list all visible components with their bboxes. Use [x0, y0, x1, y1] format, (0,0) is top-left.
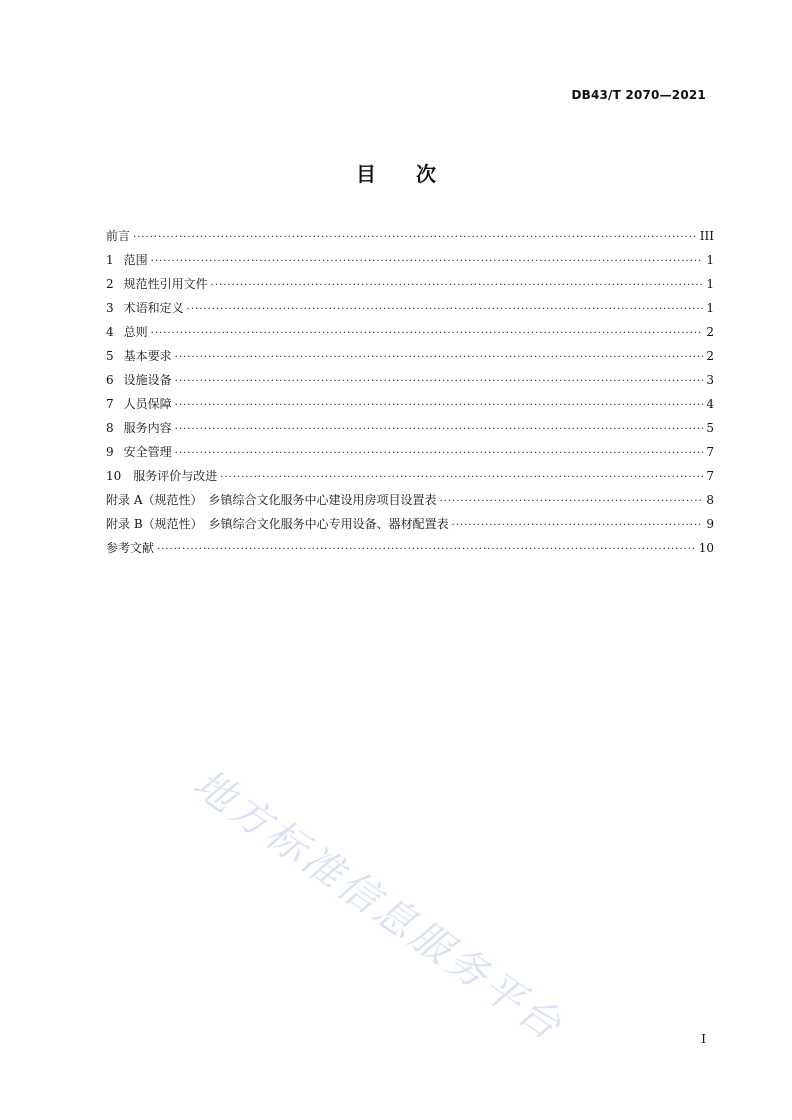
toc-label: 术语和定义 [123, 301, 184, 315]
title-char-1: 目 [356, 162, 376, 186]
toc-number: 9 [106, 445, 114, 459]
toc-leader [175, 394, 703, 418]
toc-number: 8 [106, 421, 114, 435]
toc-page: 2 [706, 325, 714, 339]
toc-label: 基本要求 [123, 349, 172, 363]
toc-page: 4 [706, 397, 714, 411]
toc-page: 7 [706, 469, 714, 483]
toc-entry[interactable] [106, 248, 714, 272]
table-of-contents [106, 224, 714, 560]
toc-entry[interactable] [106, 368, 714, 392]
toc-page: 1 [706, 301, 714, 315]
toc-label: 附录 B（规范性） 乡镇综合文化服务中心专用设备、器材配置表 [106, 517, 449, 531]
toc-page: 9 [706, 517, 714, 531]
toc-label: 附录 A（规范性） 乡镇综合文化服务中心建设用房项目设置表 [106, 493, 437, 507]
toc-leader [175, 442, 703, 466]
toc-leader [220, 466, 703, 490]
toc-leader [133, 226, 697, 250]
toc-label: 服务评价与改进 [133, 469, 218, 483]
toc-entry[interactable] [106, 416, 714, 440]
toc-leader [151, 322, 703, 346]
toc-number: 6 [106, 373, 114, 387]
toc-leader [439, 490, 703, 514]
toc-number: 2 [106, 277, 114, 291]
toc-label: 服务内容 [123, 421, 172, 435]
toc-leader [175, 370, 703, 394]
toc-entry[interactable] [106, 440, 714, 464]
toc-number: 5 [106, 349, 114, 363]
toc-label: 规范性引用文件 [123, 277, 208, 291]
toc-page: 10 [698, 541, 714, 555]
toc-label: 安全管理 [123, 445, 172, 459]
toc-label: 前言 [106, 229, 131, 243]
toc-entry[interactable] [106, 224, 714, 248]
page-number: I [701, 1032, 706, 1046]
toc-entry[interactable] [106, 296, 714, 320]
title-char-2: 次 [416, 162, 436, 186]
document-code: DB43/T 2070—2021 [571, 88, 706, 102]
toc-number: 4 [106, 325, 114, 339]
toc-leader [175, 418, 703, 442]
toc-entry[interactable] [106, 320, 714, 344]
toc-page: 1 [706, 277, 714, 291]
toc-number: 10 [106, 469, 122, 483]
toc-leader [157, 538, 696, 562]
toc-page: 3 [706, 373, 714, 387]
watermark: 地方标准信息服务平台 [184, 760, 572, 1051]
toc-entry[interactable] [106, 488, 714, 512]
toc-page: 7 [706, 445, 714, 459]
toc-label: 设施设备 [123, 373, 172, 387]
toc-entry[interactable] [106, 512, 714, 536]
toc-leader [452, 514, 703, 538]
toc-page: 2 [706, 349, 714, 363]
toc-entry[interactable] [106, 464, 714, 488]
toc-number: 3 [106, 301, 114, 315]
toc-entry[interactable] [106, 344, 714, 368]
toc-leader [175, 346, 703, 370]
toc-number: 7 [106, 397, 114, 411]
toc-label: 总则 [123, 325, 148, 339]
toc-leader [211, 274, 703, 298]
toc-page: 5 [706, 421, 714, 435]
toc-entry[interactable] [106, 536, 714, 560]
toc-leader [187, 298, 703, 322]
toc-label: 参考文献 [106, 541, 155, 555]
toc-label: 范围 [123, 253, 148, 267]
toc-entry[interactable] [106, 272, 714, 296]
toc-leader [151, 250, 703, 274]
toc-label: 人员保障 [123, 397, 172, 411]
toc-page: 8 [706, 493, 714, 507]
toc-entry[interactable] [106, 392, 714, 416]
toc-page: III [699, 229, 714, 243]
toc-number: 1 [106, 253, 114, 267]
toc-page: 1 [706, 253, 714, 267]
page-title [0, 158, 792, 187]
